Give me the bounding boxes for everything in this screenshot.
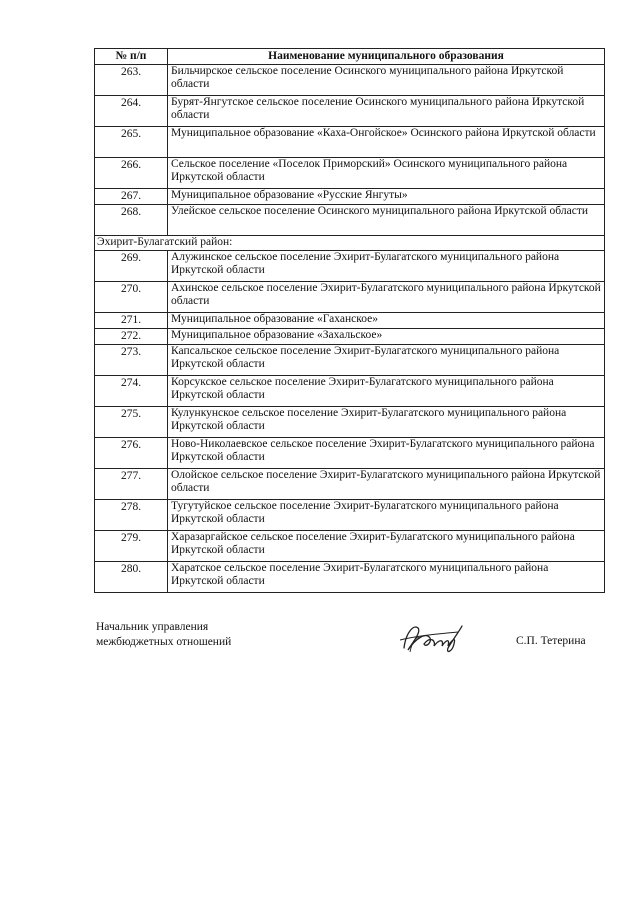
row-municipality-name: Харазаргайское сельское поселение Эхирит-Булагатского муниципального района Иркутской области [168,530,605,561]
row-number: 275. [95,406,168,437]
table-row [95,281,605,312]
row-municipality-name: Харатское сельское поселение Эхирит-Булагатского муниципального района Иркутской области [168,561,605,592]
table-row [95,204,605,235]
signatory-name: С.П. Тетерина [516,635,586,647]
table-row [95,561,605,592]
row-municipality-name: Кулункунское сельское поселение Эхирит-Булагатского муниципального района Иркутской области [168,406,605,437]
row-number: 264. [95,95,168,126]
municipalities-table [94,48,605,593]
row-number: 276. [95,437,168,468]
row-number: 274. [95,375,168,406]
table-row [95,328,605,344]
table-row [95,406,605,437]
row-municipality-name: Ново-Николаевское сельское поселение Эхирит-Булагатского муниципального района Иркутской области [168,437,605,468]
row-number: 268. [95,204,168,235]
row-number: 269. [95,250,168,281]
row-municipality-name: Муниципальное образование «Каха-Онгойское» Осинского района Иркутской области [168,126,605,157]
row-municipality-name: Бильчирское сельское поселение Осинского муниципального района Иркутской области [168,64,605,95]
row-number: 277. [95,468,168,499]
header-name: Наименование муниципального образования [168,49,605,65]
row-municipality-name: Муниципальное образование «Захальское» [168,328,605,344]
row-number: 280. [95,561,168,592]
table-row [95,344,605,375]
district-heading: Эхирит-Булагатский район: [95,235,605,250]
row-number: 265. [95,126,168,157]
table-body-ekhirit [95,250,605,592]
signatory-title-line1: Начальник управления [96,621,209,633]
row-number: 279. [95,530,168,561]
row-number: 278. [95,499,168,530]
row-municipality-name: Бурят-Янгутское сельское поселение Осинского муниципального района Иркутской области [168,95,605,126]
row-number: 267. [95,188,168,204]
row-municipality-name: Корсукское сельское поселение Эхирит-Булагатского муниципального района Иркутской области [168,375,605,406]
table-body-osinsky [95,64,605,235]
table-row [95,468,605,499]
district-row [95,235,605,250]
table-row [95,250,605,281]
row-number: 266. [95,157,168,188]
row-municipality-name: Олойское сельское поселение Эхирит-Булагатского муниципального района Иркутской области [168,468,605,499]
table-row [95,375,605,406]
row-number: 271. [95,312,168,328]
header-number: № п/п [95,49,168,65]
table-row [95,126,605,157]
signatory-title-line2: межбюджетных отношений [96,636,232,648]
table-row [95,530,605,561]
row-municipality-name: Ахинское сельское поселение Эхирит-Булагатского муниципального района Иркутской области [168,281,605,312]
table-row [95,312,605,328]
row-number: 273. [95,344,168,375]
table-row [95,95,605,126]
row-municipality-name: Сельское поселение «Поселок Приморский» Осинского муниципального района Иркутской области [168,157,605,188]
row-number: 272. [95,328,168,344]
row-municipality-name: Муниципальное образование «Гаханское» [168,312,605,328]
table-row [95,157,605,188]
table-header-row [95,49,605,65]
table-row [95,64,605,95]
row-number: 270. [95,281,168,312]
row-municipality-name: Капсальское сельское поселение Эхирит-Булагатского муниципального района Иркутской области [168,344,605,375]
table-row [95,499,605,530]
row-municipality-name: Алужинское сельское поселение Эхирит-Булагатского муниципального района Иркутской области [168,250,605,281]
table-row [95,188,605,204]
row-municipality-name: Тугутуйское сельское поселение Эхирит-Булагатского муниципального района Иркутской области [168,499,605,530]
signatory-title [96,620,231,650]
handwritten-signature [396,618,468,658]
row-municipality-name: Улейское сельское поселение Осинского муниципального района Иркутской области [168,204,605,235]
row-municipality-name: Муниципальное образование «Русские Янгуты» [168,188,605,204]
row-number: 263. [95,64,168,95]
table-row [95,437,605,468]
